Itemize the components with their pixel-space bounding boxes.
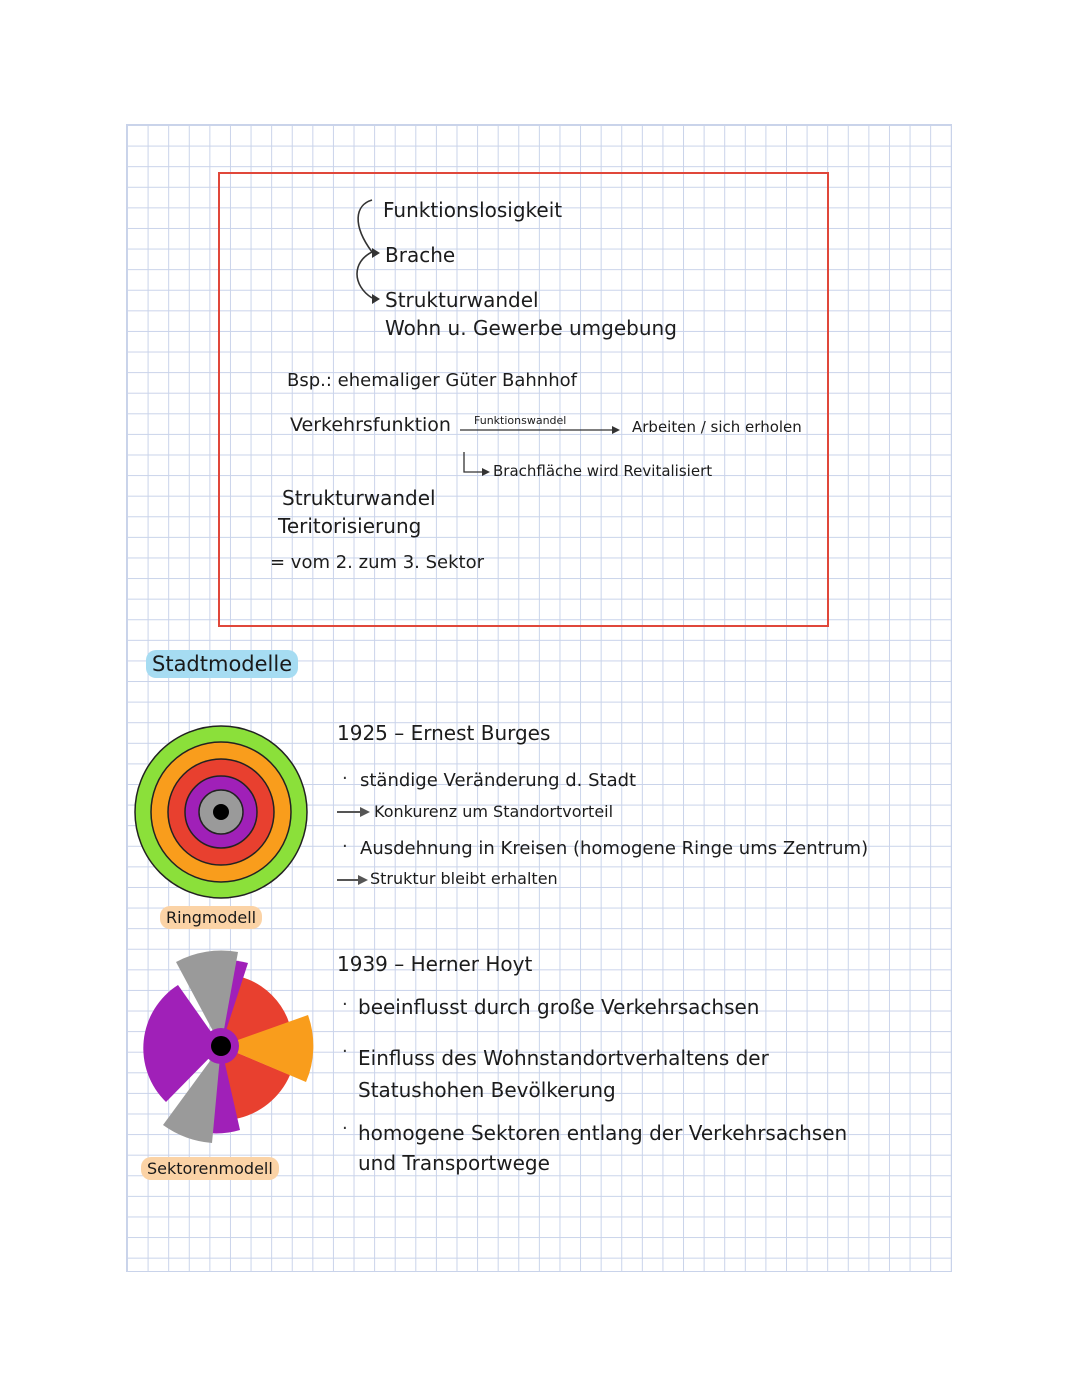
ring-bullet-2: · <box>342 836 348 857</box>
ring-heading: 1925 – Ernest Burges <box>337 721 551 745</box>
sector-bullet-1: · <box>342 994 348 1015</box>
section-title: Stadtmodelle <box>146 650 298 678</box>
chain-item-2: Brache <box>385 243 456 267</box>
sector-point-1: beeinflusst durch große Verkehrsachsen <box>358 995 760 1019</box>
conclusion-1: Strukturwandel <box>282 486 436 510</box>
chain-item-1: Funktionslosigkeit <box>383 198 563 222</box>
arrow-label: Funktionswandel <box>474 414 567 427</box>
ring-point-1: ständige Veränderung d. Stadt <box>360 770 637 791</box>
ring-bullet-1: · <box>342 768 348 789</box>
conclusion-2: Teritorisierung <box>278 514 422 538</box>
ring-point-2: Konkurenz um Standortvorteil <box>374 802 614 821</box>
sector-bullet-2: · <box>342 1041 348 1062</box>
sector-point-3: homogene Sektoren entlang der Verkehrsachsen und Transportwege <box>358 1121 848 1175</box>
sector-heading: 1939 – Herner Hoyt <box>337 952 533 976</box>
ring-model-label: Ringmodell <box>160 906 262 929</box>
chain-sub: Wohn u. Gewerbe umgebung <box>385 316 677 340</box>
ring-point-3: Ausdehnung in Kreisen (homogene Ringe ums Zentrum) <box>360 838 869 859</box>
to-function: Arbeiten / sich erholen <box>632 418 802 436</box>
ring-point-4: Struktur bleibt erhalten <box>370 869 558 888</box>
example-text: Bsp.: ehemaliger Güter Bahnhof <box>287 370 577 391</box>
sector-model-label: Sektorenmodell <box>141 1157 279 1180</box>
chain-item-3: Strukturwandel <box>385 288 539 312</box>
conclusion-3: = vom 2. zum 3. Sektor <box>270 552 485 573</box>
sub-result: Brachfläche wird Revitalisiert <box>493 462 713 480</box>
from-function: Verkehrsfunktion <box>290 414 451 436</box>
sector-point-2: Einfluss des Wohnstandortverhaltens der Statushohen Bevölkerung <box>358 1046 769 1102</box>
sector-bullet-3: · <box>342 1118 348 1139</box>
